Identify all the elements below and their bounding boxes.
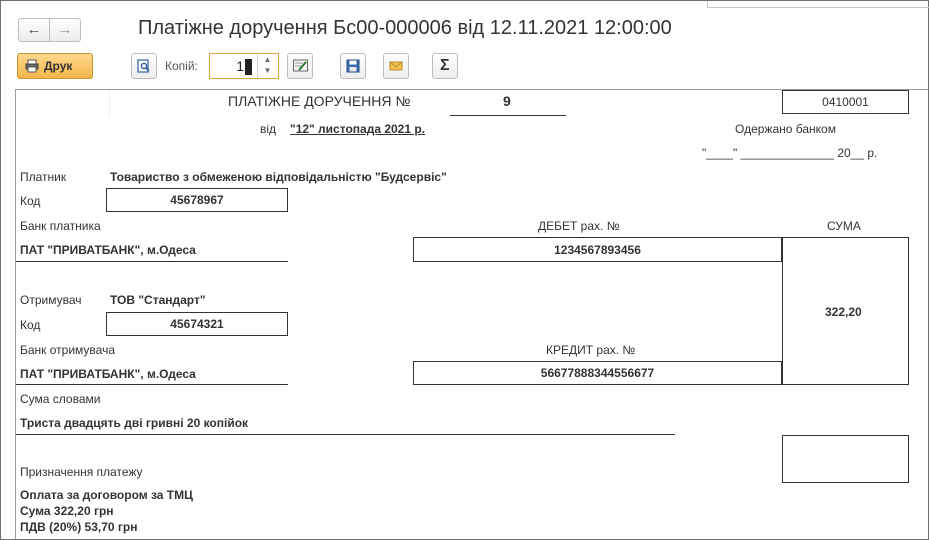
payer-name: Товариство з обмеженою відповідальністю "Будсервіс"	[110, 170, 447, 184]
purpose-line: Сума 322,20 грн	[20, 504, 114, 518]
purpose-line: ПДВ (20%) 53,70 грн	[20, 520, 138, 534]
document-date: "12" листопада 2021 р.	[290, 122, 426, 136]
empty-box	[782, 435, 909, 483]
recipient-name: ТОВ "Стандарт"	[110, 293, 206, 307]
back-button[interactable]	[18, 18, 50, 42]
form-code-box	[782, 90, 909, 114]
purpose-label: Призначення платежу	[20, 465, 143, 479]
debit-label: ДЕБЕТ рах. №	[538, 219, 620, 233]
sigma-icon: Σ	[440, 57, 450, 74]
form-code: 0410001	[822, 95, 869, 109]
print-button-label: Друк	[44, 59, 73, 73]
preview-icon	[137, 59, 151, 73]
date-prefix: від	[260, 122, 277, 136]
forward-button[interactable]	[49, 18, 81, 42]
document-number: 9	[503, 93, 511, 109]
floppy-disk-icon	[346, 59, 360, 73]
send-email-button[interactable]	[383, 53, 409, 79]
recipient-label: Отримувач	[20, 293, 82, 307]
payer-bank-underline	[16, 261, 288, 262]
payment-order-document	[15, 89, 928, 539]
payer-label: Платник	[20, 170, 67, 184]
credit-label: КРЕДИТ рах. №	[546, 343, 636, 357]
edit-button[interactable]	[287, 53, 313, 79]
print-button[interactable]	[17, 53, 93, 79]
payer-code: 45678967	[170, 193, 224, 207]
payer-code-box	[106, 188, 288, 212]
number-underline	[450, 115, 566, 116]
debit-account-box	[413, 237, 782, 262]
edit-icon	[293, 59, 309, 73]
sum-value: 322,20	[825, 305, 862, 319]
arrow-left-icon: ←	[26, 21, 42, 38]
envelope-icon	[389, 59, 403, 73]
arrow-right-icon: →	[57, 21, 73, 38]
debit-account: 1234567893456	[554, 243, 641, 257]
payer-code-label: Код	[20, 194, 41, 208]
window-title: Платіжне доручення Бс00-000006 від 12.11.2021 12:00:00	[138, 17, 672, 39]
spin-down-icon[interactable]: ▼	[263, 66, 272, 75]
recipient-code-box	[106, 312, 288, 336]
copies-value: 1	[236, 58, 244, 74]
sum-label: СУМА	[827, 219, 861, 233]
text-cursor	[245, 59, 252, 75]
copies-label: Копій:	[165, 59, 198, 73]
sum-words: Триста двадцять дві гривні 20 копійок	[20, 416, 249, 430]
grid-line	[109, 90, 110, 117]
recipient-code-label: Код	[20, 318, 41, 332]
recipient-bank-label: Банк отримувача	[20, 343, 116, 357]
credit-account-box	[413, 361, 782, 385]
credit-account: 56677888344556677	[540, 366, 655, 380]
preview-button[interactable]	[131, 53, 157, 79]
payer-bank: ПАТ "ПРИВАТБАНК", м.Одеса	[20, 243, 196, 257]
received-by-bank-label: Одержано банком	[735, 122, 836, 136]
payer-bank-label: Банк платника	[20, 219, 101, 233]
sum-words-underline	[16, 434, 675, 435]
copies-spinner[interactable]	[257, 54, 277, 78]
recipient-bank: ПАТ "ПРИВАТБАНК", м.Одеса	[20, 367, 196, 381]
printer-icon	[25, 59, 39, 73]
spin-up-icon[interactable]: ▲	[263, 55, 272, 64]
recipient-bank-underline	[16, 384, 288, 385]
save-button[interactable]	[340, 53, 366, 79]
purpose-line: Оплата за договором за ТМЦ	[20, 488, 193, 502]
window-top-strip	[707, 1, 929, 8]
received-date-blank: "____" ______________ 20__ р.	[702, 146, 878, 160]
sum-button[interactable]	[432, 53, 458, 79]
sum-words-label: Сума словами	[20, 392, 101, 406]
recipient-code: 45674321	[170, 317, 224, 331]
document-heading: ПЛАТІЖНЕ ДОРУЧЕННЯ №	[228, 93, 411, 109]
